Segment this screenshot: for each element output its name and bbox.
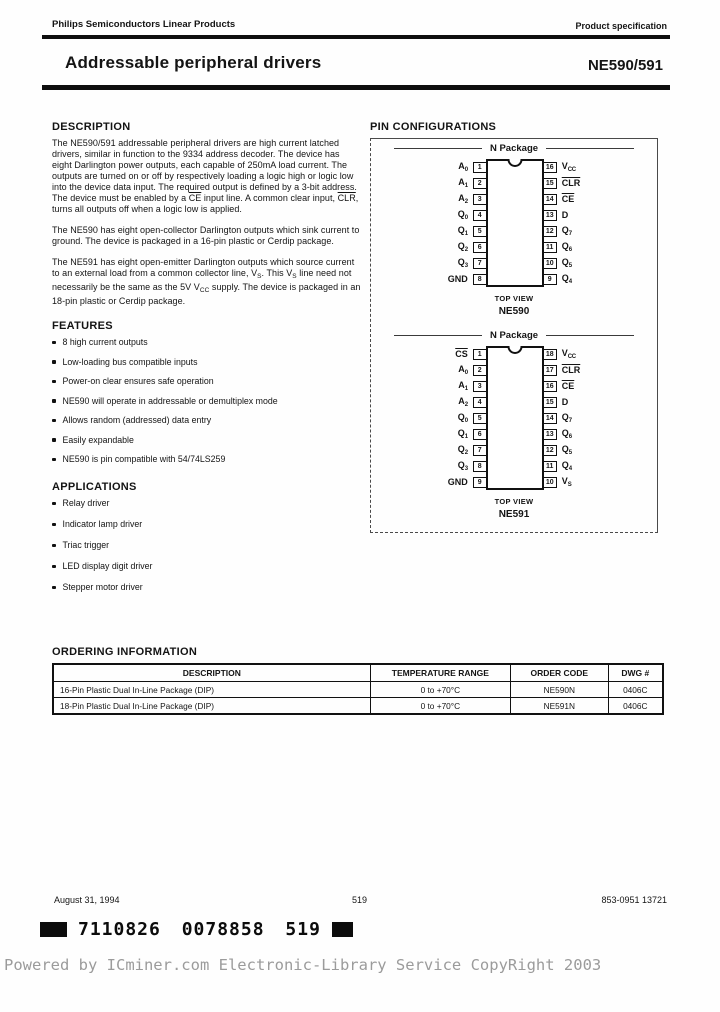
pin-number-box: 15 <box>543 178 557 189</box>
pin-number-box: 17 <box>543 365 557 376</box>
pin-row <box>448 378 486 394</box>
watermark-text: Powered by ICminer.com Electronic-Library Service CopyRight 2003 <box>4 956 602 974</box>
pin-row <box>448 159 486 175</box>
pin-label-base: A <box>458 364 465 374</box>
feature-item: Easily expandable <box>52 435 361 445</box>
pin-number-box: 3 <box>473 381 487 392</box>
pin-row <box>544 175 581 191</box>
pin-row <box>448 191 486 207</box>
pin-label-base: A <box>458 380 465 390</box>
pin-label-sub: 7 <box>568 231 572 237</box>
pin-label-sub: 7 <box>568 418 572 424</box>
text-segment: , turns all outputs off when a logic low is applied. <box>52 193 359 214</box>
pin-label-sub: 1 <box>464 231 468 237</box>
application-item: Relay driver <box>52 498 361 508</box>
applications-list <box>52 498 361 592</box>
description-paragraph <box>52 138 361 215</box>
pin-label <box>562 397 569 407</box>
pin-number-box: 8 <box>473 461 487 472</box>
pin-number-box: 4 <box>473 397 487 408</box>
ordering-column-header: TEMPERATURE RANGE <box>370 664 510 682</box>
pin-label <box>458 209 468 221</box>
pin-row <box>448 239 486 255</box>
pin-number-box: 6 <box>473 429 487 440</box>
pin-label-base: Q <box>561 428 569 438</box>
package-title-text: N Package <box>489 143 539 154</box>
pin-number-box: 6 <box>473 242 487 253</box>
pin-number-box: 14 <box>543 194 557 205</box>
pin-row <box>544 474 581 490</box>
pin-label-sub: 0 <box>464 215 468 221</box>
table-cell: 18-Pin Plastic Dual In-Line Package (DIP) <box>53 698 370 715</box>
pin-row <box>448 426 486 442</box>
pin-row <box>544 207 581 223</box>
pin-label <box>458 396 468 408</box>
application-item: Triac trigger <box>52 540 361 550</box>
chip-notch <box>507 346 522 354</box>
pin-label <box>458 364 468 376</box>
pin-side-left <box>448 346 486 490</box>
text-segment: . This V <box>261 268 293 278</box>
table-cell: 0406C <box>608 682 663 698</box>
package-title <box>394 143 634 154</box>
text-segment: The NE590/591 addressable peripheral drivers are high current latched drivers, similar in function to the 9334 address decoder. The device has eight Darlington power outputs, each capable of 250mA load current. The outputs are turned on or off by respectively loading a logic high or logic low into the device data input. The required output is defined by a 3-bit address. The device must be enabled by a <box>52 138 357 203</box>
pin-label <box>562 365 581 375</box>
pin-label-sub: 4 <box>568 279 572 285</box>
text-segment: input line. A common clear input, <box>201 193 338 203</box>
pin-label <box>562 460 572 472</box>
pin-number-box: 3 <box>473 194 487 205</box>
pin-row <box>448 394 486 410</box>
pin-number-box: 11 <box>543 242 557 253</box>
description-heading: DESCRIPTION <box>52 121 131 133</box>
description-paragraph <box>52 225 361 247</box>
feature-item: 8 high current outputs <box>52 337 361 347</box>
header-left-text: Philips Semiconductors Linear Products <box>52 19 236 30</box>
pin-number-box: 5 <box>473 226 487 237</box>
pin-label <box>562 476 572 488</box>
dip-diagram <box>448 346 581 490</box>
pin-number-box: 16 <box>543 162 557 173</box>
pin-label-base: Q <box>561 257 569 267</box>
pin-row <box>448 442 486 458</box>
ordering-column-header: ORDER CODE <box>511 664 609 682</box>
footer-doc-number: 853-0951 13721 <box>601 895 667 905</box>
pin-label-base: Q <box>561 241 569 251</box>
pin-label-sub: 2 <box>464 247 468 253</box>
top-view-label: TOP VIEW <box>494 497 534 506</box>
pin-row <box>448 410 486 426</box>
text-segment: The NE591 has eight open-emitter Darlington outputs which source current to an external load from a common collector line, V <box>52 257 355 278</box>
pin-row <box>544 458 581 474</box>
pin-row <box>544 362 581 378</box>
pin-label <box>458 257 468 269</box>
package-part-label: NE590 <box>498 306 530 317</box>
barcode-block-right <box>332 922 353 937</box>
pin-row <box>448 207 486 223</box>
table-cell: NE590N <box>511 682 609 698</box>
pin-number-box: 2 <box>473 178 487 189</box>
pin-row <box>448 458 486 474</box>
table-cell: 0 to +70°C <box>370 682 510 698</box>
pin-configurations-frame <box>370 138 658 533</box>
pin-label <box>562 428 572 440</box>
pin-label <box>458 380 468 392</box>
table-row <box>53 682 663 698</box>
table-cell: 0406C <box>608 698 663 715</box>
pin-label <box>562 210 569 220</box>
pin-row <box>544 271 581 287</box>
applications-heading: APPLICATIONS <box>52 481 137 493</box>
packages <box>377 143 651 520</box>
pin-label <box>458 225 468 237</box>
pin-label-base: A <box>458 396 465 406</box>
pin-number-box: 5 <box>473 413 487 424</box>
pin-number-box: 15 <box>543 397 557 408</box>
pin-label-base: Q <box>457 225 465 235</box>
pin-number-box: 13 <box>543 429 557 440</box>
feature-item: NE590 will operate in addressable or demultiplex mode <box>52 396 361 406</box>
pin-label-base: V <box>561 161 568 171</box>
pin-label-base: V <box>561 476 568 486</box>
pin-label <box>562 241 572 253</box>
pin-row <box>544 410 581 426</box>
pin-label-sub: 0 <box>464 370 468 376</box>
top-view-label: TOP VIEW <box>494 294 534 303</box>
subscript-text: S <box>257 273 262 280</box>
pin-label-sub: 5 <box>568 450 572 456</box>
barcode-block-left <box>40 922 67 937</box>
pin-row <box>448 223 486 239</box>
pin-row <box>544 426 581 442</box>
description-paragraphs <box>52 138 361 307</box>
pin-row <box>448 362 486 378</box>
pin-label-sub: 2 <box>464 450 468 456</box>
pin-row <box>544 255 581 271</box>
pin-label-sub: S <box>567 482 572 488</box>
application-item: LED display digit driver <box>52 561 361 571</box>
text-segment: line need not necessarily be the same as the 5V V <box>52 268 352 292</box>
pin-label-base: Q <box>561 460 569 470</box>
pin-number-box: 18 <box>543 349 557 360</box>
table-cell: NE591N <box>511 698 609 715</box>
overlined-text: $\overline{CE}$ <box>188 193 202 203</box>
pin-number-box: 10 <box>543 258 557 269</box>
pin-label-base: D <box>561 397 569 407</box>
pin-label-base: GND <box>447 477 468 487</box>
pin-number-box: 2 <box>473 365 487 376</box>
package-part-label: NE591 <box>498 509 530 520</box>
pin-label-base: Q <box>561 225 569 235</box>
pin-label <box>562 273 572 285</box>
pin-label-base: Q <box>457 209 465 219</box>
text-segment: supply. The device is packaged in an 18-pin plastic or Cerdip package. <box>52 282 361 306</box>
pin-label-sub: CC <box>567 167 576 173</box>
pin-label <box>458 193 468 205</box>
pin-row <box>448 271 486 287</box>
pin-label-base: Q <box>457 428 465 438</box>
pin-label-sub: 3 <box>464 263 468 269</box>
application-item: Indicator lamp driver <box>52 519 361 529</box>
pin-label-sub: 6 <box>568 247 572 253</box>
pin-label <box>458 428 468 440</box>
ordering-heading: ORDERING INFORMATION <box>52 646 198 658</box>
pin-label <box>562 161 576 173</box>
pin-number-box: 14 <box>543 413 557 424</box>
page-title: Addressable peripheral drivers <box>65 53 322 72</box>
pin-label <box>448 477 468 487</box>
pin-label-base: GND <box>447 274 468 284</box>
pin-label <box>458 444 468 456</box>
pin-label <box>458 241 468 253</box>
pin-label-sub: 2 <box>464 402 468 408</box>
pin-row <box>448 255 486 271</box>
pin-label <box>562 178 581 188</box>
chip-body <box>486 346 544 490</box>
ordering-column-header: DESCRIPTION <box>53 664 370 682</box>
footer-date: August 31, 1994 <box>54 895 120 905</box>
part-number: NE590/591 <box>587 57 663 74</box>
dip-diagram <box>448 159 581 287</box>
description-paragraph <box>52 257 361 307</box>
pin-label-base: $\overline{CE}$ <box>561 194 575 204</box>
pin-label <box>458 460 468 472</box>
pin-label <box>562 194 575 204</box>
pin-label-sub: 4 <box>568 466 572 472</box>
pin-label <box>562 381 575 391</box>
pin-label-base: Q <box>457 257 465 267</box>
pin-number-box: 4 <box>473 210 487 221</box>
pin-label-base: A <box>458 193 465 203</box>
pin-number-box: 7 <box>473 258 487 269</box>
pin-number-box: 10 <box>543 477 557 488</box>
pin-label-sub: 6 <box>568 434 572 440</box>
pin-label-base: $\overline{CLR}$ <box>561 178 581 188</box>
pin-number-box: 12 <box>543 445 557 456</box>
pin-label-sub: 3 <box>464 466 468 472</box>
pin-label-base: Q <box>561 273 569 283</box>
pin-label-sub: CC <box>567 354 576 360</box>
pin-label <box>562 444 572 456</box>
pin-number-box: 9 <box>473 477 487 488</box>
ordering-table <box>52 663 664 715</box>
pin-row <box>544 394 581 410</box>
barcode-row <box>40 919 353 940</box>
pin-label-base: D <box>561 210 569 220</box>
ordering-section <box>52 646 664 715</box>
pin-label <box>562 412 572 424</box>
pin-label <box>458 177 468 189</box>
pin-label <box>562 257 572 269</box>
pin-number-box: 1 <box>473 162 487 173</box>
pin-row <box>544 442 581 458</box>
pin-label-sub: 5 <box>568 263 572 269</box>
application-item: Stepper motor driver <box>52 582 361 592</box>
ordering-header-row <box>53 664 663 682</box>
pin-configurations-heading: PIN CONFIGURATIONS <box>370 121 497 133</box>
pin-label <box>562 225 572 237</box>
pin-number-box: 1 <box>473 349 487 360</box>
pin-label-sub: 1 <box>464 386 468 392</box>
pin-label-base: Q <box>457 241 465 251</box>
pin-side-left <box>448 159 486 287</box>
header-rule-bottom <box>42 85 670 90</box>
pin-row <box>544 346 581 362</box>
pin-label <box>458 161 468 173</box>
overlined-text: $\overline{CLR}$ <box>337 193 356 203</box>
chip-body <box>486 159 544 287</box>
left-column <box>52 121 361 603</box>
subscript-text: S <box>292 273 297 280</box>
pin-number-box: 9 <box>543 274 557 285</box>
table-cell: 0 to +70°C <box>370 698 510 715</box>
pin-number-box: 16 <box>543 381 557 392</box>
pin-label-base: Q <box>561 412 569 422</box>
pin-label <box>448 274 468 284</box>
pin-side-right <box>544 346 581 490</box>
feature-item: Allows random (addressed) data entry <box>52 415 361 425</box>
pin-label-base: A <box>458 177 465 187</box>
text-segment: The NE590 has eight open-collector Darlington outputs which sink current to ground. The device is packaged in a 16-pin plastic or Cerdip package. <box>52 225 360 246</box>
barcode-digits: 7110826 0078858 519 <box>78 919 321 940</box>
table-row <box>53 698 663 715</box>
features-list <box>52 337 361 464</box>
pin-label <box>458 412 468 424</box>
package-ne591 <box>377 330 651 520</box>
pin-label-base: Q <box>457 460 465 470</box>
subscript-text: CC <box>199 287 210 294</box>
pin-label <box>455 349 468 359</box>
pin-row <box>544 159 581 175</box>
pin-label-base: $\overline{CE}$ <box>561 381 575 391</box>
chip-notch <box>507 159 522 167</box>
pin-label-base: Q <box>457 412 465 422</box>
pin-row <box>544 378 581 394</box>
header-right-text: Product specification <box>575 21 667 31</box>
pin-label-base: Q <box>561 444 569 454</box>
feature-item: Power-on clear ensures safe operation <box>52 376 361 386</box>
pin-label-sub: 1 <box>464 434 468 440</box>
pin-label-sub: 1 <box>464 183 468 189</box>
pin-row <box>448 346 486 362</box>
table-cell: 16-Pin Plastic Dual In-Line Package (DIP) <box>53 682 370 698</box>
pin-row <box>544 191 581 207</box>
ordering-column-header: DWG # <box>608 664 663 682</box>
pin-number-box: 13 <box>543 210 557 221</box>
pin-number-box: 8 <box>473 274 487 285</box>
pin-number-box: 11 <box>543 461 557 472</box>
pin-label-base: Q <box>457 444 465 454</box>
pin-row <box>544 239 581 255</box>
pin-label-base: V <box>561 348 568 358</box>
pin-label-base: A <box>458 161 465 171</box>
pin-number-box: 7 <box>473 445 487 456</box>
package-ne590 <box>377 143 651 317</box>
right-column <box>370 121 658 533</box>
feature-item: Low-loading bus compatible inputs <box>52 357 361 367</box>
features-heading: FEATURES <box>52 320 113 332</box>
package-title-text: N Package <box>489 330 539 341</box>
package-title <box>394 330 634 341</box>
pin-side-right <box>544 159 581 287</box>
ordering-body <box>53 682 663 715</box>
pin-label-sub: 0 <box>464 167 468 173</box>
pin-label-sub: 0 <box>464 418 468 424</box>
pin-row <box>544 223 581 239</box>
footer-page-number: 519 <box>351 895 368 905</box>
pin-row <box>448 175 486 191</box>
pin-row <box>448 474 486 490</box>
pin-label <box>562 348 576 360</box>
header-rule-top <box>42 35 670 39</box>
pin-label-sub: 2 <box>464 199 468 205</box>
feature-item: NE590 is pin compatible with 54/74LS259 <box>52 454 361 464</box>
pin-label-base: $\overline{CLR}$ <box>561 365 581 375</box>
pin-number-box: 12 <box>543 226 557 237</box>
pin-label-base: $\overline{CS}$ <box>455 349 468 359</box>
